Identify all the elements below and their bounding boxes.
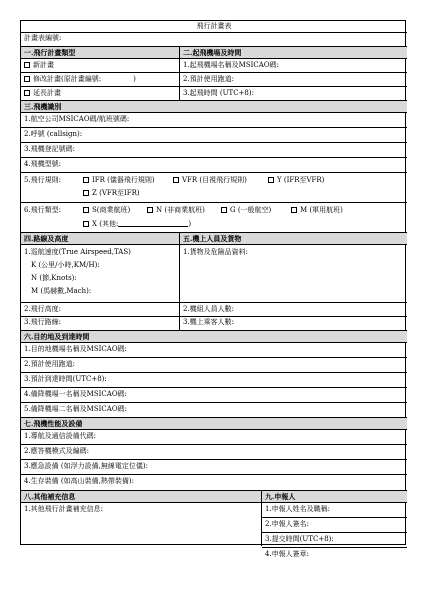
applicant-name-field[interactable]: 1.申報人姓名及職稱: [265, 505, 331, 513]
applicant-seal-field[interactable]: 4.申報人簽章: [265, 550, 310, 558]
plan-type-modify[interactable] [21, 75, 179, 85]
form-title: 飛行計畫表 [196, 22, 232, 30]
section-1-header: 一.飛行計畫類型 [21, 47, 179, 58]
type-x[interactable] [83, 219, 191, 229]
plan-number-field[interactable]: 計畫表編號: [24, 34, 62, 42]
checkbox-type-n[interactable] [147, 207, 153, 213]
crew-count-field[interactable]: 2.機組人員人數: [183, 305, 235, 313]
section-6-header: 六.目的地及到達時間 [21, 331, 407, 342]
checkbox-new-plan[interactable] [24, 62, 30, 68]
altitude-field[interactable]: 2.飛行高度: [24, 305, 62, 313]
route-field[interactable]: 3.飛行路線: [24, 318, 62, 326]
section-8-header: 八.其他補充信息 [21, 491, 261, 502]
alternate-2-field[interactable]: 5.備降機場二名稱及MSICAO碼: [24, 405, 127, 413]
label-ifr: IFR (儀器飛行規則) [92, 176, 155, 184]
section-7-header: 七.飛機性能及設備 [21, 418, 407, 429]
passenger-count-field[interactable]: 3.機上乘客人數: [183, 318, 235, 326]
plan-type-extend[interactable] [21, 89, 179, 99]
section-9-header: 九.申報人 [262, 491, 407, 502]
checkbox-type-m[interactable] [291, 207, 297, 213]
flight-rules-label: 5.飛行規則: [24, 176, 62, 184]
arrival-time-field[interactable]: 3.預計到達時間(UTC+8): [24, 375, 107, 383]
label-rule-z: Z (VFR至IFR) [92, 189, 140, 197]
applicant-signature-field[interactable]: 2.申報人簽名: [265, 520, 310, 528]
type-s[interactable] [83, 206, 130, 215]
label-vfr: VFR (目視飛行規則) [182, 176, 247, 184]
label-extend-plan: 延長計畫 [33, 89, 61, 97]
type-x-blank[interactable] [118, 219, 188, 227]
checkbox-type-s[interactable] [83, 207, 89, 213]
flight-type-label: 6.飛行類型: [24, 206, 62, 214]
type-g[interactable] [221, 206, 271, 215]
speed-n-field[interactable]: N (節,Knots): [31, 274, 77, 282]
label-type-n: N (非商業航班) [156, 206, 205, 214]
checkbox-rule-y[interactable] [268, 177, 274, 183]
alternate-1-field[interactable]: 4.備降機場一名稱及MSICAO碼: [24, 390, 127, 398]
label-modify-plan: 修改計畫(原計畫編號: [33, 75, 102, 83]
transponder-field[interactable]: 2.應答機模式及編碼: [24, 447, 90, 455]
label-type-m: M (軍用航班) [300, 206, 343, 214]
arrival-runway-field[interactable]: 2.預計使用跑道: [24, 360, 76, 368]
section-4-header: 四.路線及高度 [21, 233, 179, 244]
plan-type-new[interactable] [21, 61, 179, 71]
nav-comm-field[interactable]: 1.導航及通信設備代碼: [24, 432, 97, 440]
departure-airport-field[interactable]: 1.起飛機場名稱及MSICAO碼: [183, 61, 279, 69]
label-type-x: X (其他: [92, 220, 119, 228]
destination-field[interactable]: 1.目的地機場名稱及MSICAO碼: [24, 345, 127, 353]
label-modify-close: ) [133, 75, 136, 83]
submission-time-field[interactable]: 3.提交時間(UTC+8): [265, 535, 334, 543]
other-info-field[interactable]: 1.其他飛行計畫補充信息: [24, 505, 104, 513]
emergency-equipment-field[interactable]: 3.應急設備 (如浮力設備,無線電定位儀): [24, 462, 148, 470]
label-new-plan: 新計畫 [33, 61, 54, 69]
type-n[interactable] [147, 206, 205, 215]
type-m[interactable] [291, 206, 343, 215]
rule-z[interactable] [83, 189, 140, 198]
departure-runway-field[interactable]: 2.預計使用跑道: [183, 75, 235, 83]
speed-k-field[interactable]: K (公里/小時,KM/H): [31, 261, 100, 269]
survival-equipment-field[interactable]: 4.生存裝備 (如高山裝備,熱帶裝備): [24, 477, 134, 485]
checkbox-modify-plan[interactable] [24, 76, 30, 82]
checkbox-rule-z[interactable] [83, 190, 89, 196]
speed-m-field[interactable]: M (馬赫數,Mach): [31, 287, 92, 295]
label-type-s: S(商業航班) [92, 206, 131, 214]
checkbox-extend-plan[interactable] [24, 90, 30, 96]
label-type-x-close: ) [188, 220, 192, 228]
section-3-header: 三.飛機識別 [21, 101, 407, 112]
flight-plan-form [20, 20, 406, 558]
rule-y[interactable] [268, 176, 324, 185]
cruise-speed-label: 1.巡航速度(True Airspeed,TAS) [24, 248, 131, 256]
checkbox-type-x[interactable] [83, 221, 89, 227]
departure-time-field[interactable]: 3.起飛時間 (UTC+8): [183, 89, 254, 97]
section-2-header: 二.起飛機場及時間 [180, 47, 407, 58]
airline-code-field[interactable]: 1.航空公司MSICAO碼/航班號碼: [24, 115, 130, 123]
label-type-g: G (一般航空) [230, 206, 272, 214]
label-rule-y: Y (IFR至VFR) [277, 176, 325, 184]
checkbox-type-g[interactable] [221, 207, 227, 213]
callsign-field[interactable]: 2.呼號 (callsign): [24, 130, 83, 138]
aircraft-type-field[interactable]: 4.飛機型號: [24, 160, 62, 168]
checkbox-vfr[interactable] [173, 177, 179, 183]
rule-vfr[interactable] [173, 176, 247, 185]
rule-ifr[interactable] [83, 176, 155, 185]
registration-field[interactable]: 3.飛機登記號碼: [24, 145, 76, 153]
cargo-field[interactable]: 1.貨物及危險品資料: [183, 248, 249, 256]
section-5-header: 五.機上人員及貨物 [180, 233, 407, 244]
checkbox-ifr[interactable] [83, 177, 89, 183]
